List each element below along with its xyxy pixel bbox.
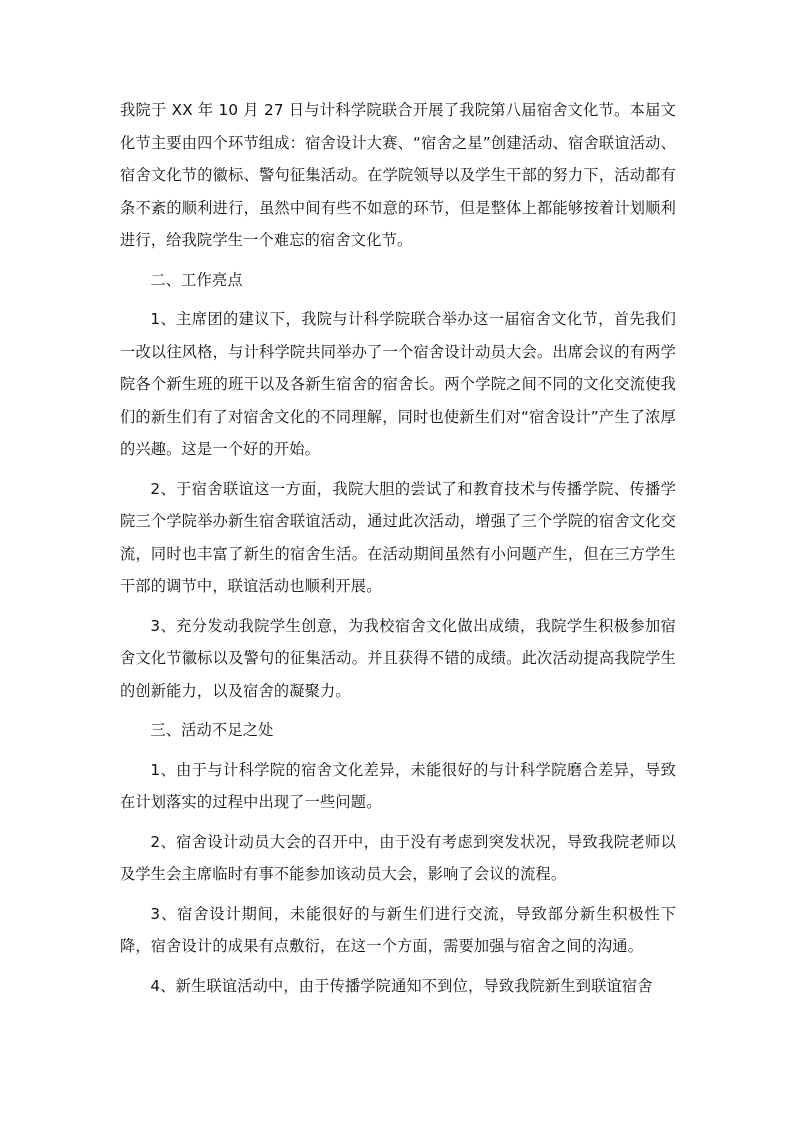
highlight-item-2: 2、于宿舍联谊这一方面，我院大胆的尝试了和教育技术与传播学院、传播学院三个学院举办新生宿舍联谊活动，通过此次活动，增强了三个学院的宿舍文化交流，同时也丰富了新生的宿舍生活。在活动期间虽然有小问题产生，但在三方学生干部的调节中，联谊活动也顺利开展。 bbox=[120, 479, 676, 595]
highlight-item-3: 3、充分发动我院学生创意，为我校宿舍文化做出成绩，我院学生积极参加宿舍文化节徽标以及警句的征集活动。并且获得不错的成绩。此次活动提高我院学生的创新能力，以及宿舍的凝聚力。 bbox=[120, 616, 676, 700]
document-page bbox=[120, 94, 676, 1002]
shortcoming-item-2: 2、宿舍设计动员大会的召开中，由于没有考虑到突发状况，导致我院老师以及学生会主席临时有事不能参加该动员大会，影响了会议的流程。 bbox=[120, 832, 676, 883]
shortcoming-item-4: 4、新生联谊活动中，由于传播学院通知不到位，导致我院新生到联谊宿舍 bbox=[150, 976, 653, 995]
section-heading-shortcomings: 三、活动不足之处 bbox=[150, 721, 274, 739]
highlight-item-1: 1、主席团的建议下，我院与计科学院联合举办这一届宿舍文化节，首先我们一改以往风格，与计科学院共同举办了一个宿舍设计动员大会。出席会议的有两学院各个新生班的班干以及各新生宿舍的宿舍长。两个学院之间不同的文化交流使我们的新生们有了对宿舍文化的不同理解，同时也使新生们对“宿舍设计”产生了浓厚的兴趣。这是一个好的开始。 bbox=[120, 310, 676, 458]
shortcoming-item-1: 1、由于与计科学院的宿舍文化差异，未能很好的与计科学院磨合差异，导致在计划落实的过程中出现了一些问题。 bbox=[120, 760, 676, 811]
section-heading-highlights: 二、工作亮点 bbox=[150, 270, 243, 289]
intro-paragraph: 我院于 XX 年 10 月 27 日与计科学院联合开展了我院第八届宿舍文化节。本届文化节主要由四个环节组成：宿舍设计大赛、“宿舍之星”创建活动、宿舍联谊活动、宿舍文化节的徽标、警句征集活动。在学院领导以及学生干部的努力下，活动都有条不紊的顺利进行，虽然中间有些不如意的环节，但是整体上都能够按着计划顺利进行，给我院学生一个难忘的宿舍文化节。 bbox=[120, 101, 676, 249]
shortcoming-item-3: 3、宿舍设计期间，未能很好的与新生们进行交流，导致部分新生积极性下降，宿舍设计的成果有点敷衍，在这一个方面，需要加强与宿舍之间的沟通。 bbox=[120, 904, 676, 955]
